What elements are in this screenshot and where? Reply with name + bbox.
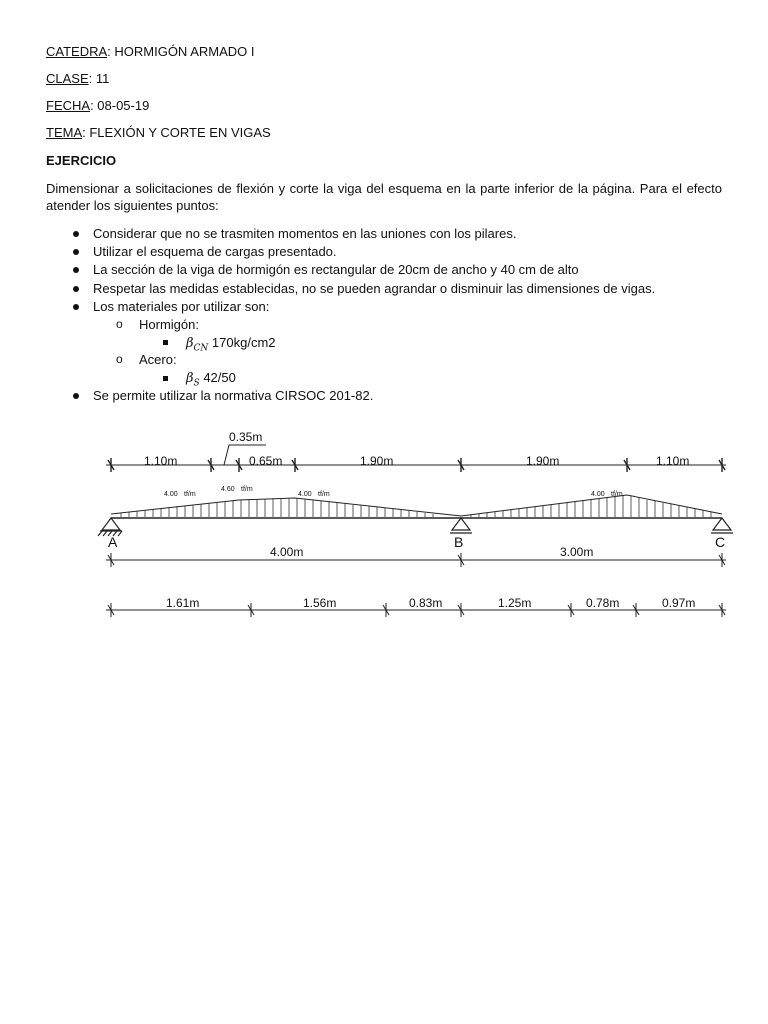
bottom-dim: 1.61m	[166, 596, 200, 610]
fecha-line	[46, 98, 149, 114]
clase-key: CLASE	[46, 71, 89, 86]
bottom-dim: 1.25m	[498, 596, 532, 610]
load-value: 4.60	[221, 486, 235, 493]
list-item: Considerar que no se trasmiten momentos en las uniones con los pilares.	[93, 226, 517, 241]
bottom-dim: 1.56m	[303, 596, 337, 610]
load-unit: tf/m	[184, 491, 196, 498]
instructions-paragraph: Dimensionar a solicitaciones de flexión y corte la viga del esquema en la parte inferior de la página. Para el efecto atender los siguientes puntos:	[46, 181, 722, 213]
steel-value: 42/50	[203, 370, 236, 385]
load-value: 4.00	[298, 491, 312, 498]
bottom-dim: 0.78m	[586, 596, 620, 610]
bottom-dim: 0.97m	[662, 596, 696, 610]
fecha-value: : 08-05-19	[90, 98, 150, 113]
catedra-key: CATEDRA	[46, 44, 108, 59]
supports	[98, 518, 733, 536]
top-dim: 1.10m	[144, 454, 178, 468]
load-unit: tf/m	[318, 491, 330, 498]
bullet-icon	[73, 249, 79, 255]
list-item: Utilizar el esquema de cargas presentado.	[93, 244, 337, 259]
support-a-icon	[102, 518, 120, 530]
section-title: EJERCICIO	[46, 153, 117, 168]
top-dim: 1.90m	[526, 454, 560, 468]
support-label-b: B	[454, 534, 464, 550]
circle-bullet-icon: o	[116, 317, 123, 331]
steel-label: Acero:	[139, 352, 177, 367]
bullet-icon	[73, 304, 79, 310]
top-dim: 1.10m	[656, 454, 690, 468]
circle-bullet-icon: o	[116, 352, 123, 366]
load-envelope	[111, 495, 722, 516]
list-item: Se permite utilizar la normativa CIRSOC 201-82.	[93, 388, 374, 403]
bullet-icon	[73, 267, 79, 273]
top-dim: 1.90m	[360, 454, 394, 468]
tema-value: : FLEXIÓN Y CORTE EN VIGAS	[82, 125, 271, 140]
dim-note: 0.35m	[229, 430, 263, 444]
bullet-icon	[73, 286, 79, 292]
catedra-value: : HORMIGÓN ARMADO I	[107, 44, 255, 59]
square-bullet-icon	[163, 340, 168, 345]
bullet-icon	[73, 393, 79, 399]
load-unit: tf/m	[241, 486, 253, 493]
list-item: Los materiales por utilizar son:	[93, 299, 270, 314]
bullet-icon	[73, 231, 79, 237]
clase-value: : 11	[88, 71, 110, 86]
support-label-c: C	[715, 534, 726, 550]
beam-diagram	[96, 420, 742, 625]
support-c-icon	[713, 518, 731, 530]
span-dim: 3.00m	[560, 545, 594, 559]
fecha-key: FECHA	[46, 98, 91, 113]
concrete-symbol: $\beta_{CN}$	[186, 336, 209, 354]
load-unit: tf/m	[611, 491, 623, 498]
concrete-label: Hormigón:	[139, 317, 199, 332]
bottom-dim: 0.83m	[409, 596, 443, 610]
steel-symbol: $\beta_S$	[186, 371, 200, 389]
top-dim: 0.65m	[249, 454, 283, 468]
square-bullet-icon	[163, 376, 168, 381]
catedra-line	[46, 44, 255, 60]
clase-line	[46, 71, 109, 87]
support-label-a: A	[108, 534, 118, 550]
tema-key: TEMA	[46, 125, 83, 140]
load-value: 4.00	[164, 491, 178, 498]
load-arrows	[121, 496, 711, 517]
concrete-strength	[186, 335, 276, 357]
span-dim: 4.00m	[270, 545, 304, 559]
list-item: La sección de la viga de hormigón es rectangular de 20cm de ancho y 40 cm de alto	[93, 262, 579, 277]
span-dimension	[106, 553, 726, 567]
concrete-value: 170kg/cm2	[211, 335, 276, 350]
list-item: Respetar las medidas establecidas, no se pueden agrandar o disminuir las dimensiones de vigas.	[93, 281, 656, 296]
support-b-icon	[452, 518, 470, 530]
tema-line	[46, 125, 271, 141]
load-value: 4.00	[591, 491, 605, 498]
